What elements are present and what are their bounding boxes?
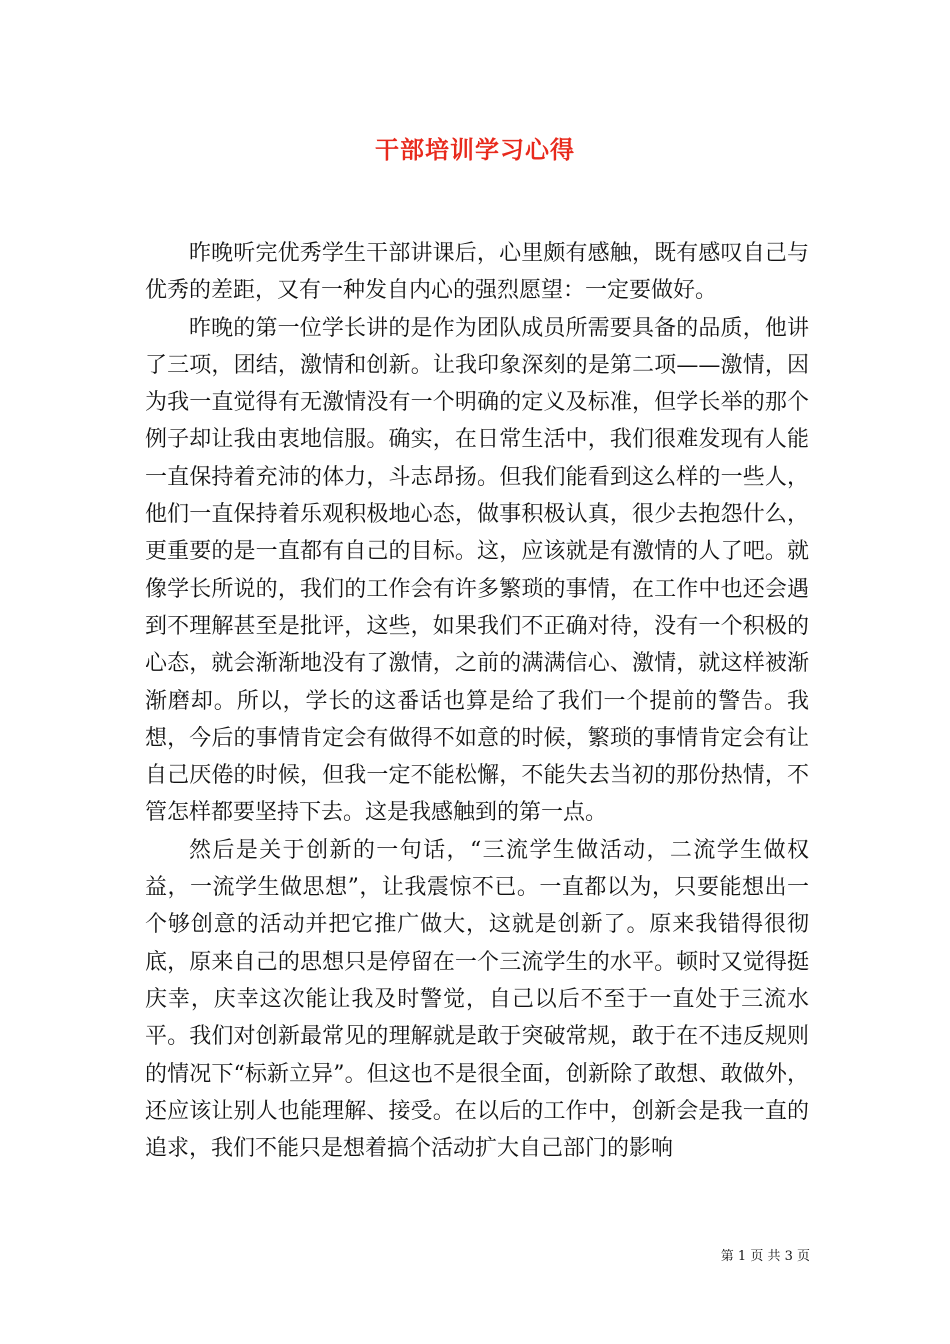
page-number-footer: 第 1 页 共 3 页 <box>720 1249 810 1264</box>
paragraph-2: 昨晚的第一位学长讲的是作为团队成员所需要具备的品质，他讲了三项，团结，激情和创新。让我印象深刻的是第二项——激情，因为我一直觉得有无激情没有一个明确的定义及标准，但学长举的那个例子却让我由衷地信服。确实，在日常生活中，我们很难发现有人能一直保持着充沛的体力，斗志昂扬。但我们能看到这么样的一些人，他们一直保持着乐观积极地心态，做事积极认真，很少去抱怨什么，更重要的是一直都有自己的目标。这，应该就是有激情的人了吧。就像学长所说的，我们的工作会有许多繁琐的事情，在工作中也还会遇到不理解甚至是批评，这些，如果我们不正确对待，没有一个积极的心态，就会渐渐地没有了激情，之前的满满信心、激情，就这样被渐渐磨却。所以，学长的这番话也算是给了我们一个提前的警告。我想，今后的事情肯定会有做得不如意的时候，繁琐的事情肯定会有让自己厌倦的时候，但我一定不能松懈，不能失去当初的那份热情，不管怎样都要坚持下去。这是我感触到的第一点。 <box>145 315 809 826</box>
document-title: 干部培训学习心得 <box>375 135 575 164</box>
paragraph-3: 然后是关于创新的一句话，“三流学生做活动，二流学生做权益，一流学生做思想”，让我震惊不已。一直都以为，只要能想出一个够创意的活动并把它推广做大，这就是创新了。原来我错得很彻底，原来自己的思想只是停留在一个三流学生的水平。顿时又觉得挺庆幸，庆幸这次能让我及时警觉，自己以后不至于一直处于三流水平。我们对创新最常见的理解就是敢于突破常规，敢于在不违反规则的情况下“标新立异”。但这也不是很全面，创新除了敢想、敢做外，还应该让别人也能理解、接受。在以后的工作中，创新会是我一直的追求，我们不能只是想着搞个活动扩大自己部门的影响 <box>145 837 809 1162</box>
paragraph-1: 昨晚听完优秀学生干部讲课后，心里颇有感触，既有感叹自己与优秀的差距，又有一种发自内心的强烈愿望：一定要做好。 <box>145 241 809 304</box>
document-body <box>145 235 809 1167</box>
